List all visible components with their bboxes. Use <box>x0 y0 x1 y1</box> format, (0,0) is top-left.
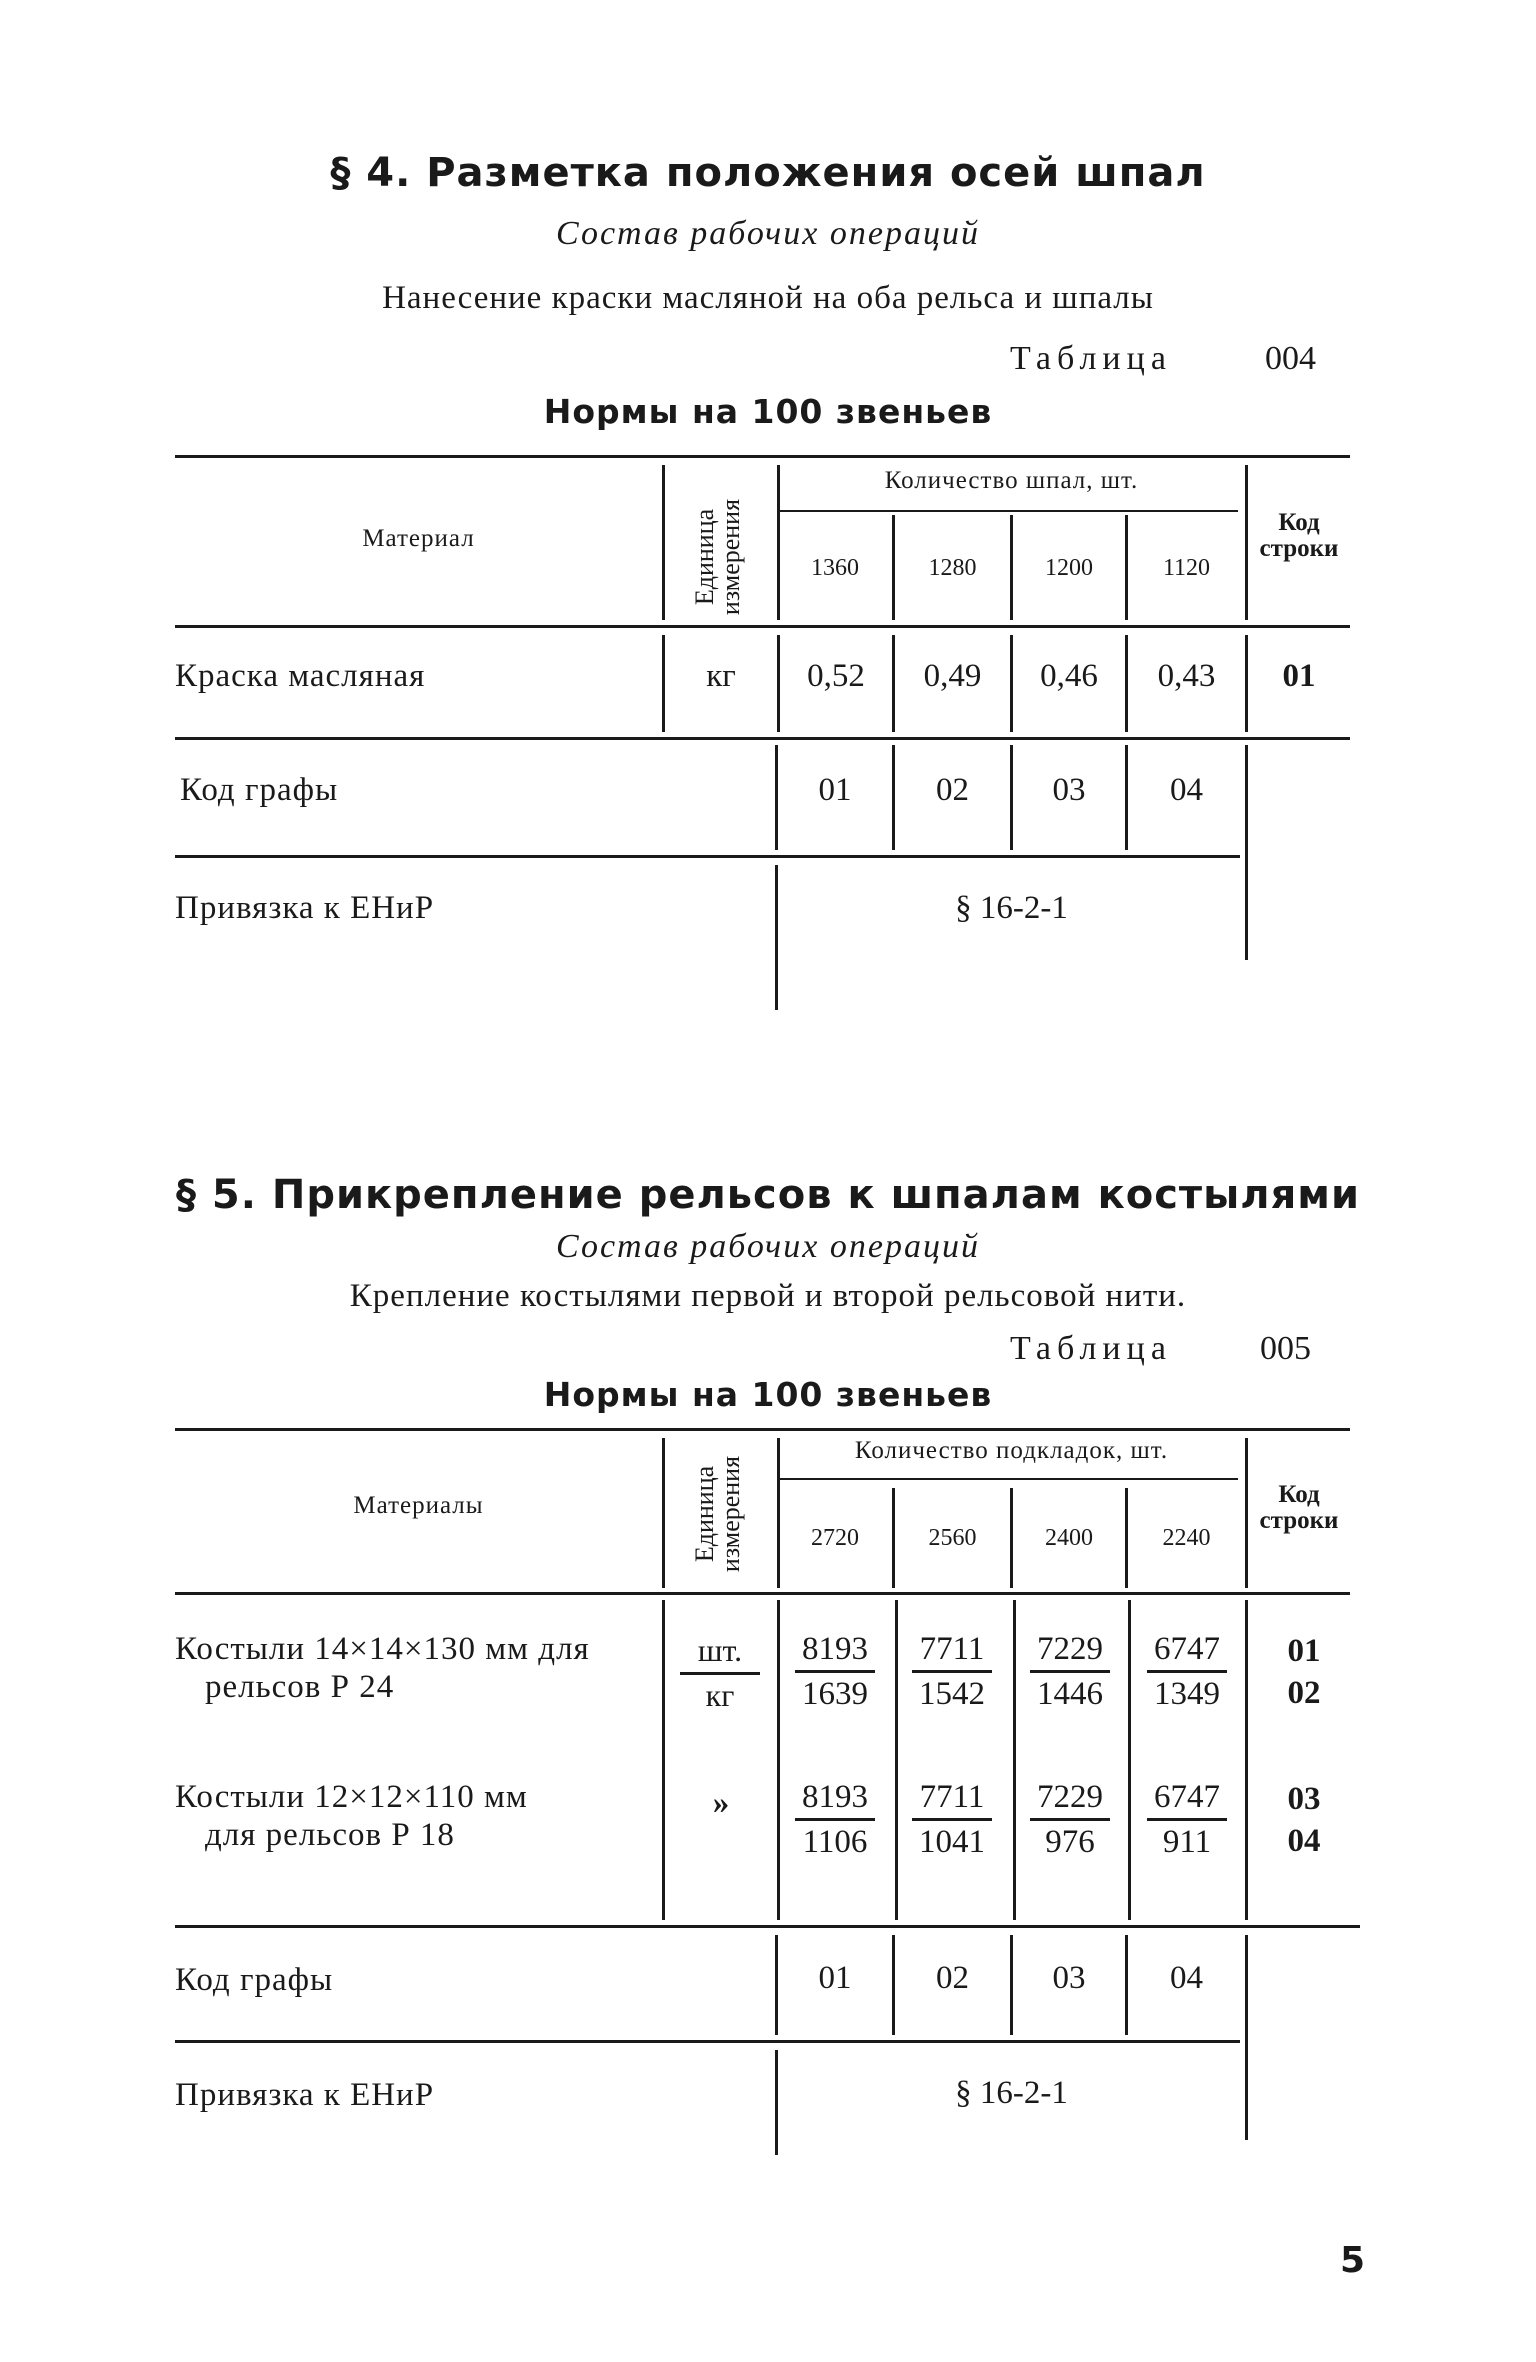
row-code: 03 04 <box>1287 1781 1321 1859</box>
table-005-vline <box>895 1600 898 1920</box>
header-col: 1360 <box>811 555 859 581</box>
page-number: 5 <box>1340 2240 1366 2281</box>
column-code: 02 <box>936 1960 969 1996</box>
column-code: 01 <box>818 772 852 808</box>
column-code: 04 <box>1170 772 1203 808</box>
table-005-vline <box>1128 1600 1131 1920</box>
header-code: Код строки <box>1259 509 1339 562</box>
column-code: 04 <box>1170 1960 1203 1996</box>
table-005-header-rule <box>175 1592 1350 1595</box>
row-value: $\frac{8193}{1639}$ <box>795 1630 875 1713</box>
table-005-vline <box>662 1600 665 1920</box>
section-5-operations: Крепление костылями первой и второй рельсовой нити. <box>349 1278 1187 1314</box>
binding-value: § 16-2-1 <box>955 890 1068 926</box>
table-label: Таблица <box>1010 1330 1172 1367</box>
row-value: 0,49 <box>923 658 982 694</box>
row-value: $\frac{8193}{1106}$ <box>795 1778 875 1861</box>
table-004-row-rule <box>175 737 1350 740</box>
norms-heading: Нормы на 100 звеньев <box>543 392 993 431</box>
header-quantity: Количество шпал, шт. <box>884 467 1139 494</box>
table-005-vline <box>1245 1935 1248 2140</box>
row-value: $\frac{7711}{1041}$ <box>912 1778 992 1861</box>
table-004-code-rule <box>175 855 1240 858</box>
section-4-subtitle: Состав рабочих операций <box>556 215 980 252</box>
table-005-top-rule <box>175 1428 1350 1431</box>
header-code: Код строки <box>1259 1481 1339 1534</box>
row-value: 0,46 <box>1040 658 1098 694</box>
section-4-operations: Нанесение краски масляной на оба рельса и шпалы <box>382 280 1154 316</box>
header-unit: Единица измерения <box>690 1455 745 1573</box>
header-col: 1200 <box>1045 555 1093 581</box>
table-005-vline <box>662 1438 665 1588</box>
table-005-vline <box>777 1600 780 1920</box>
row-value: 0,52 <box>807 658 865 694</box>
table-004-vline <box>775 865 778 1010</box>
table-004-vline <box>662 465 665 620</box>
row-value: $\frac{6747}{1349}$ <box>1147 1630 1227 1713</box>
table-label: Таблица <box>1010 340 1172 377</box>
table-005-vline <box>1013 1600 1016 1920</box>
row-value: $\frac{7229}{976}$ <box>1030 1778 1110 1861</box>
column-code: 01 <box>818 1960 852 1996</box>
table-number: 004 <box>1265 340 1316 377</box>
column-code: 03 <box>1052 1960 1086 1996</box>
row-value: 0,43 <box>1157 658 1216 694</box>
table-005-code-rule <box>175 2040 1240 2043</box>
row-material-name: Краска масляная <box>175 658 426 694</box>
norms-heading: Нормы на 100 звеньев <box>543 1375 993 1414</box>
section-5-title: § 5. Прикрепление рельсов к шпалам костылями <box>176 1172 1360 1218</box>
column-code: 03 <box>1052 772 1086 808</box>
table-005-body-rule <box>175 1925 1360 1928</box>
row-unit: шт. кг <box>680 1630 760 1715</box>
header-col: 2560 <box>928 1525 977 1551</box>
row-value: $\frac{7711}{1542}$ <box>912 1630 992 1713</box>
header-material: Материал <box>362 525 475 552</box>
header-material: Материалы <box>353 1492 484 1519</box>
table-004-quantity-rule <box>778 510 1238 512</box>
column-code-label: Код графы <box>175 1962 334 1998</box>
header-col: 2400 <box>1045 1525 1093 1551</box>
row-value: $\frac{7229}{1446}$ <box>1030 1630 1110 1713</box>
header-col: 2720 <box>811 1525 859 1551</box>
header-unit: Единица измерения <box>690 498 745 616</box>
header-col: 2240 <box>1162 1525 1211 1551</box>
row-material-name: Костыли 12×12×110 мм для рельсов Р 18 <box>175 1779 528 1853</box>
row-value: $\frac{6747}{911}$ <box>1147 1778 1227 1861</box>
table-004-top-rule <box>175 455 1350 458</box>
row-unit: кг <box>706 658 736 694</box>
table-number: 005 <box>1260 1330 1311 1367</box>
section-5-subtitle: Состав рабочих операций <box>556 1228 980 1265</box>
table-005-quantity-rule <box>778 1478 1238 1480</box>
header-quantity: Количество подкладок, шт. <box>854 1437 1169 1464</box>
section-4-title: § 4. Разметка положения осей шпал <box>330 150 1206 196</box>
header-col: 1280 <box>928 555 977 581</box>
binding-value: § 16-2-1 <box>955 2075 1068 2111</box>
column-code: 02 <box>936 772 969 808</box>
binding-label: Привязка к ЕНиР <box>175 2077 435 2113</box>
row-material-name: Костыли 14×14×130 мм для рельсов Р 24 <box>175 1631 590 1705</box>
binding-label: Привязка к ЕНиР <box>175 890 435 926</box>
table-004-header-rule <box>175 625 1350 628</box>
row-unit: » <box>712 1785 730 1821</box>
table-004-vline <box>1245 745 1248 960</box>
row-code: 01 02 <box>1287 1633 1321 1711</box>
column-code-label: Код графы <box>180 772 339 808</box>
row-code: 01 <box>1282 658 1316 694</box>
header-col: 1120 <box>1162 555 1211 581</box>
